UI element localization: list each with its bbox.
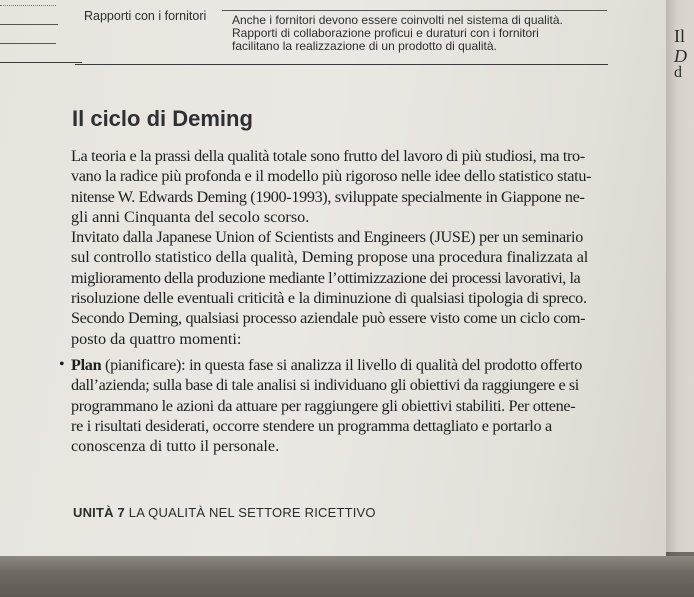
desk-background: [0, 556, 694, 597]
table-rule-top: [0, 5, 56, 6]
section-title: Il ciclo di Deming: [72, 106, 253, 131]
table-row-label: Rapporti con i fornitori: [84, 9, 207, 23]
footer-title: LA QUALITÀ NEL SETTORE RICETTIVO: [128, 505, 376, 520]
paragraph-line: Secondo Deming, qualsiasi processo aziendale può essere visto come un ciclo com-: [71, 309, 586, 328]
footer-unit: UNITÀ 7: [73, 505, 125, 520]
paragraph-line: posto da quattro momenti:: [71, 329, 242, 348]
bullet-item-plan: [59, 355, 631, 456]
section-body: [59, 146, 631, 456]
next-page-glyph: D: [674, 46, 687, 66]
next-page-edge: [666, 0, 694, 552]
paragraph-line: risoluzione delle eventuali criticità e la diminuzione di qualsiasi tipologia di spreco.: [71, 289, 587, 308]
paragraph-line: La teoria e la prassi della qualità totale sono frutto del lavoro di più studiosi, ma tro-: [71, 147, 585, 165]
table-description-line: Rapporti di collaborazione proficui e duraturi con i fornitori: [232, 26, 539, 41]
table-rule-left-1: [0, 24, 58, 25]
table-row-description: [232, 14, 622, 54]
bullet-first-line: [71, 355, 631, 375]
table-description-line: Anche i fornitori devono essere coinvolti nel sistema di qualità.: [232, 13, 563, 27]
paragraph-line: Invitato dalla Japanese Union of Scientists and Engineers (JUSE) per un seminario: [71, 228, 584, 247]
table-description-line: facilitano la realizzazione di un prodotto di qualità.: [232, 39, 497, 54]
bullet-line: programmano le azioni da attuare per raggiungere gli obiettivi stabiliti. Per ottene-: [71, 396, 576, 415]
bullet-line: conoscenza di tutto il personale.: [71, 437, 280, 456]
next-page-glyph: Il: [674, 26, 685, 46]
page-footer: [73, 505, 376, 520]
next-page-glyph: d: [674, 64, 682, 81]
bullet-marker: •: [59, 355, 65, 373]
bullet-line: re i risultati desiderati, occorre stendere un programma dettagliato e portarlo a: [71, 416, 552, 435]
paragraph-line: miglioramento della produzione mediante l’ottimizzazione dei processi lavorativi, la: [71, 268, 581, 287]
table-rule-bottom-left: [0, 62, 82, 63]
paragraph-line: vano la radice più profonda e il modello più rigoroso nelle idee dello statistico statu-: [71, 167, 592, 186]
paragraph-line: nitense W. Edwards Deming (1900-1993), sviluppate specialmente in Giappone ne-: [71, 187, 585, 206]
bullet-line: dall’azienda; sulla base di tale analisi si individuano gli obiettivi da raggiungere e si: [71, 376, 579, 395]
paragraph-line: gli anni Cinquanta del secolo scorso.: [71, 207, 310, 226]
paragraph-line: sul controllo statistico della qualità, Deming propose una procedura finalizzata al: [71, 248, 589, 267]
table-rule-right-top: [222, 10, 607, 11]
table-rule-left-2: [0, 43, 56, 44]
bullet-term: Plan: [71, 355, 102, 374]
table-rule-bottom: [75, 64, 608, 65]
bullet-first-line-text: (pianificare): in questa fase si analizza il livello di qualità del prodotto offerto: [101, 355, 583, 374]
